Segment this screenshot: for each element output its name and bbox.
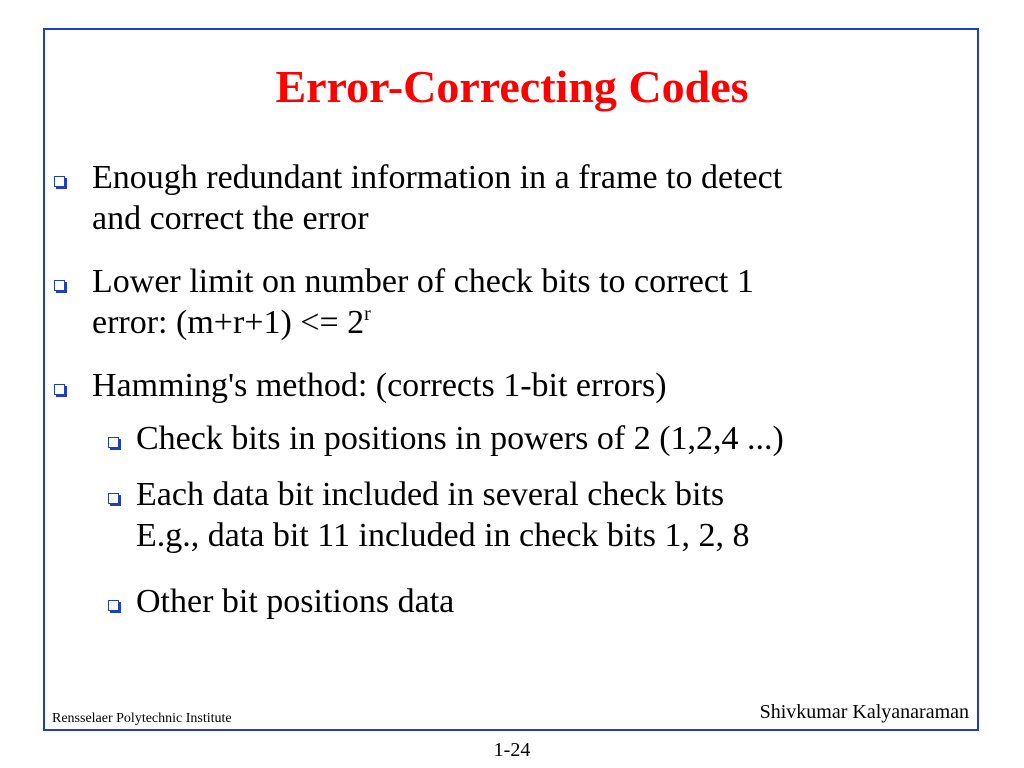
square-bullet-icon [54,280,65,291]
bullet-text-line: Enough redundant information in a frame to detect [92,159,783,196]
bullet-item [92,157,782,239]
footer-institute: Rensselaer Polytechnic Institute [52,711,232,726]
bullet-text-line: and correct the error [92,200,369,237]
footer-author: Shivkumar Kalyanaraman [759,701,969,723]
formula-exponent: r [364,303,371,325]
square-bullet-icon [54,384,65,395]
sub-bullet-item [136,581,454,622]
sub-bullet-item [136,474,749,556]
bullet-item [92,365,667,406]
sub-bullet-item [136,418,784,459]
bullet-text-line: Hamming's method: (corrects 1-bit errors) [92,367,667,404]
formula-text: error: (m+r+1) <= 2 [92,304,365,341]
slide-title: Error-Correcting Codes [275,61,749,112]
square-sub-bullet-icon [108,493,119,504]
bullet-item [92,261,754,343]
sub-bullet-text-line: Check bits in positions in powers of 2 (1,2,4 ...) [136,420,784,457]
square-sub-bullet-icon [108,437,119,448]
square-sub-bullet-icon [108,600,119,611]
sub-bullet-text-line: Other bit positions data [136,583,455,620]
square-bullet-icon [54,176,65,187]
bullet-text-line [92,302,754,343]
page-number: 1-24 [493,739,531,761]
sub-bullet-text-line: E.g., data bit 11 included in check bits 1, 2, 8 [136,517,750,554]
sub-bullet-text-line: Each data bit included in several check bits [136,476,725,513]
bullet-text-line: Lower limit on number of check bits to correct 1 [92,263,754,300]
